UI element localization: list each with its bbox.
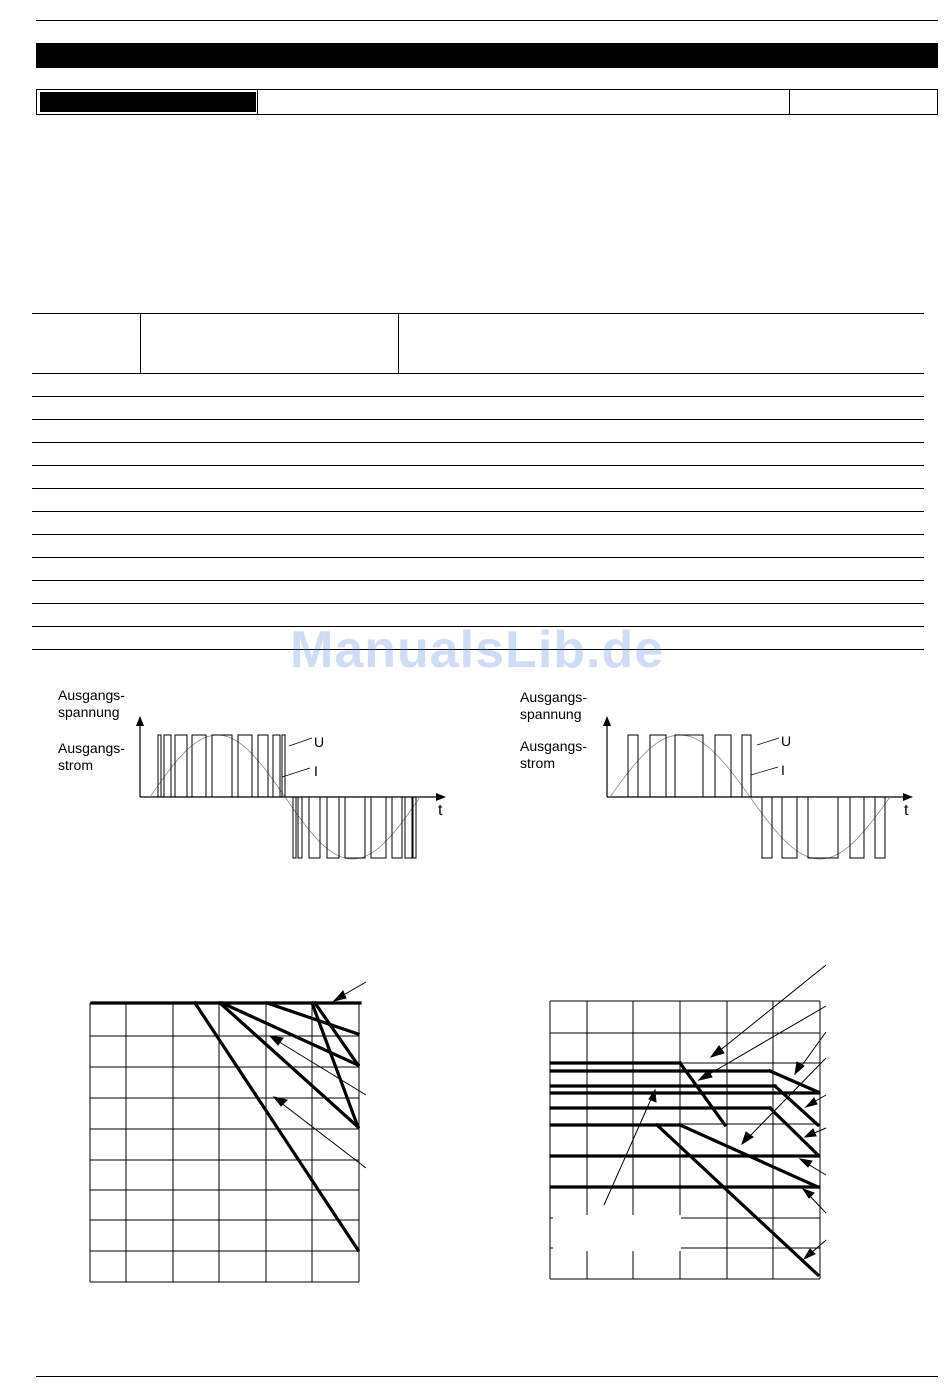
left-current-label-1: Ausgangs- bbox=[58, 740, 125, 756]
left-u-label: U bbox=[314, 734, 325, 750]
right-i-label: I bbox=[781, 762, 785, 778]
left-t-label: t bbox=[438, 802, 443, 819]
left-voltage-label-2: spannung bbox=[58, 704, 120, 720]
bottom-rule bbox=[36, 1376, 938, 1377]
right-t-label: t bbox=[904, 802, 909, 819]
right-u-label: U bbox=[781, 733, 792, 749]
right-current-label-2: strom bbox=[520, 755, 555, 771]
left-current-label-2: strom bbox=[58, 757, 93, 773]
watermark: ManualsLib.de bbox=[290, 621, 665, 679]
right-voltage-label-1: Ausgangs- bbox=[520, 689, 587, 705]
right-current-label-1: Ausgangs- bbox=[520, 738, 587, 754]
left-voltage-label-1: Ausgangs- bbox=[58, 687, 125, 703]
right-voltage-label-2: spannung bbox=[520, 706, 582, 722]
left-i-label: I bbox=[314, 763, 318, 779]
